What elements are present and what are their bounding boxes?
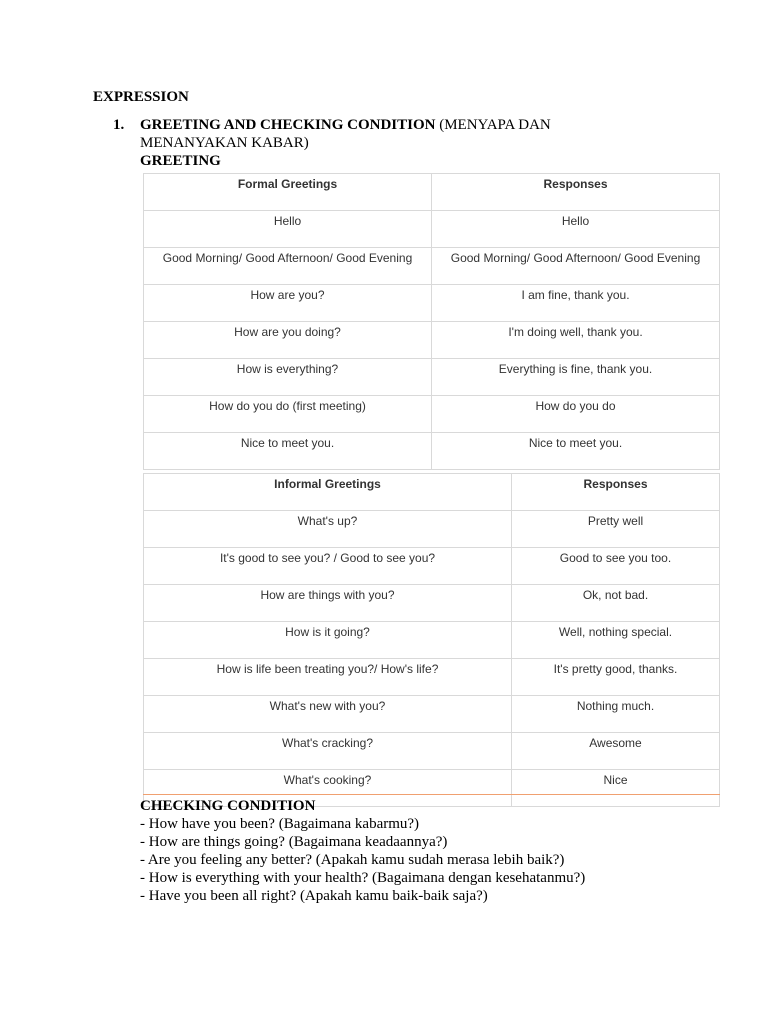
checking-condition-list [140, 815, 585, 905]
table-cell: How are you doing? [144, 322, 432, 359]
greeting-heading: GREETING [140, 153, 221, 169]
table-body [144, 211, 720, 470]
table-cell: Hello [144, 211, 432, 248]
table-cell: Well, nothing special. [512, 622, 720, 659]
informal-greetings-table [143, 473, 720, 807]
list-item: - Are you feeling any better? (Apakah kamu sudah merasa lebih baik?) [140, 852, 565, 868]
table-cell: Nice [512, 770, 720, 807]
list-item: - How are things going? (Bagaimana keadaannya?) [140, 834, 448, 850]
table-cell: How is it going? [144, 622, 512, 659]
table-row [144, 285, 720, 322]
list-item: - How have you been? (Bagaimana kabarmu?) [140, 816, 420, 832]
section-title: EXPRESSION [93, 89, 189, 105]
table-cell: It's good to see you? / Good to see you? [144, 548, 512, 585]
table-cell: It's pretty good, thanks. [512, 659, 720, 696]
table-cell: Good Morning/ Good Afternoon/ Good Evening [144, 248, 432, 285]
list-item: - Have you been all right? (Apakah kamu baik-baik saja?) [140, 888, 488, 904]
table-header-row [144, 474, 720, 511]
table-cell: How do you do [432, 396, 720, 433]
table-cell: How are you? [144, 285, 432, 322]
table-cell: Good to see you too. [512, 548, 720, 585]
table-row [144, 696, 720, 733]
table-header-row [144, 174, 720, 211]
list-number: 1. [113, 117, 125, 133]
column-header: Responses [512, 474, 720, 511]
list-item: - How is everything with your health? (Bagaimana dengan kesehatanmu?) [140, 870, 586, 886]
formal-greetings-table [143, 173, 720, 470]
table-cell: I'm doing well, thank you. [432, 322, 720, 359]
table-row [144, 248, 720, 285]
table-cell: What's new with you? [144, 696, 512, 733]
table-row [144, 211, 720, 248]
table-cell: Awesome [512, 733, 720, 770]
table-bottom-divider [143, 794, 720, 795]
list-item-greeting-checking [113, 116, 613, 152]
table-row [144, 322, 720, 359]
table-cell: Ok, not bad. [512, 585, 720, 622]
table-cell: Pretty well [512, 511, 720, 548]
table-cell: How are things with you? [144, 585, 512, 622]
table-cell: How is life been treating you?/ How's life? [144, 659, 512, 696]
table-cell: How is everything? [144, 359, 432, 396]
column-header: Informal Greetings [144, 474, 512, 511]
table-cell: Nice to meet you. [144, 433, 432, 470]
table-cell: Everything is fine, thank you. [432, 359, 720, 396]
table-row [144, 396, 720, 433]
table-row [144, 359, 720, 396]
checking-condition-section [140, 797, 585, 905]
item-title-bold: GREETING AND CHECKING CONDITION [140, 117, 436, 133]
table-cell: What's up? [144, 511, 512, 548]
table-cell: Good Morning/ Good Afternoon/ Good Evening [432, 248, 720, 285]
table-cell: Hello [432, 211, 720, 248]
item-title-rest: (MENYAPA DAN MENANYAKAN KABAR) [140, 117, 551, 151]
table-row [144, 585, 720, 622]
column-header: Responses [432, 174, 720, 211]
table-row [144, 622, 720, 659]
column-header: Formal Greetings [144, 174, 432, 211]
table-row [144, 433, 720, 470]
table-row [144, 548, 720, 585]
table-row [144, 659, 720, 696]
table-cell: Nice to meet you. [432, 433, 720, 470]
checking-condition-heading: CHECKING CONDITION [140, 798, 316, 814]
table-row [144, 733, 720, 770]
table-row [144, 511, 720, 548]
table-cell: How do you do (first meeting) [144, 396, 432, 433]
table-cell: Nothing much. [512, 696, 720, 733]
table-cell: I am fine, thank you. [432, 285, 720, 322]
table-cell: What's cracking? [144, 733, 512, 770]
table-cell: What's cooking? [144, 770, 512, 807]
table-body [144, 511, 720, 807]
list-item-text [140, 116, 613, 152]
